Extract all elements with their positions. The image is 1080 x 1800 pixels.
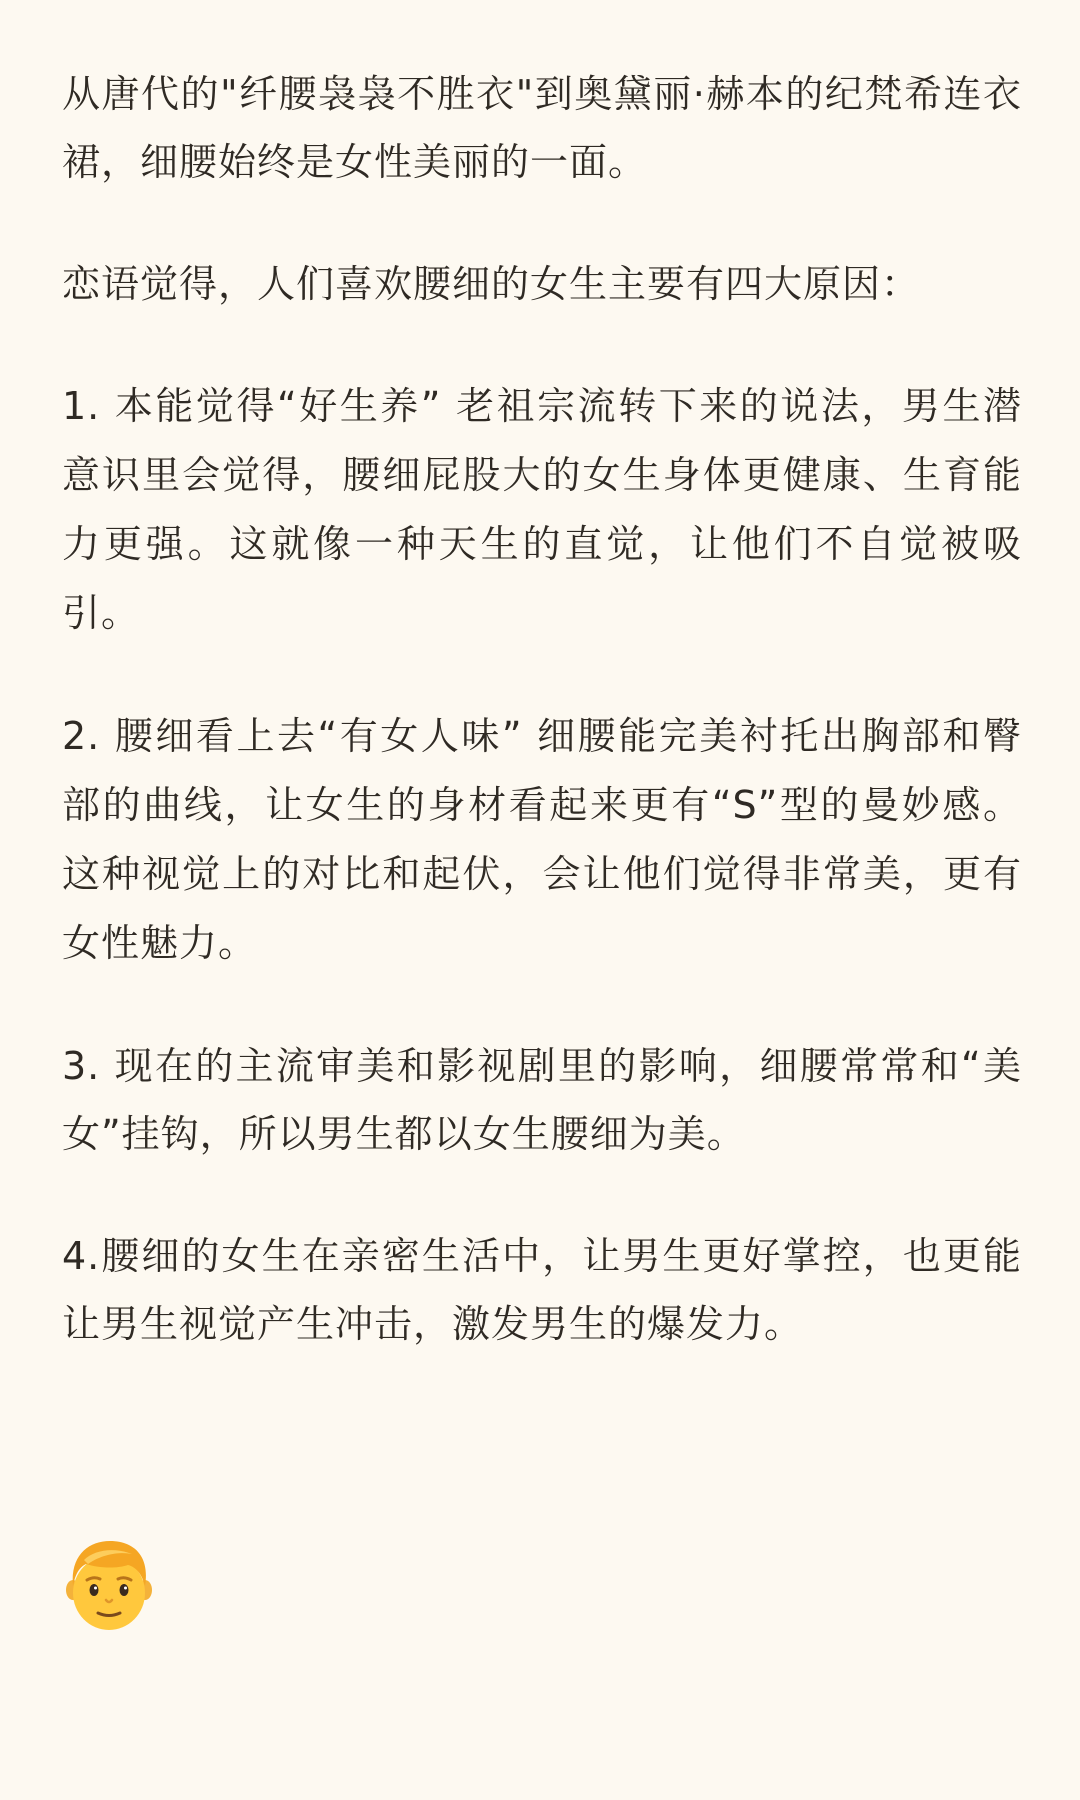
paragraph-reason-1: 1. 本能觉得“好生养” 老祖宗流转下来的说法，男生潜意识里会觉得，腰细屁股大的女生身体更健康、生育能力更强。这就像一种天生的直觉，让他们不自觉被吸引。 [62, 384, 1022, 635]
man-emoji-svg [64, 1538, 154, 1632]
man-blond-emoji-icon [64, 1538, 154, 1632]
paragraph-reason-3: 3. 现在的主流审美和影视剧里的影响，细腰常常和“美女”挂钩，所以男生都以女生腰细为美。 [62, 1044, 1022, 1156]
emoji-left-eye [90, 1584, 99, 1596]
emoji-left-eye-shine [94, 1587, 97, 1590]
paragraph-reasons-lead: 恋语觉得，人们喜欢腰细的女生主要有四大原因： [62, 262, 921, 306]
paragraph-reason-2: 2. 腰细看上去“有女人味” 细腰能完美衬托出胸部和臀部的曲线，让女生的身材看起来更有“S”型的曼妙感。这种视觉上的对比和起伏，会让他们觉得非常美，更有女性魅力。 [62, 714, 1022, 965]
paragraph-intro: 从唐代的"纤腰袅袅不胜衣"到奥黛丽·赫本的纪梵希连衣裙，细腰始终是女性美丽的一面。 [62, 72, 1022, 184]
paragraph-reason-4: 4.腰细的女生在亲密生活中，让男生更好掌控，也更能让男生视觉产生冲击，激发男生的爆发力。 [62, 1234, 1022, 1346]
emoji-right-eye [120, 1584, 129, 1596]
article-body [62, 60, 1022, 1358]
emoji-right-eye-shine [124, 1587, 127, 1590]
